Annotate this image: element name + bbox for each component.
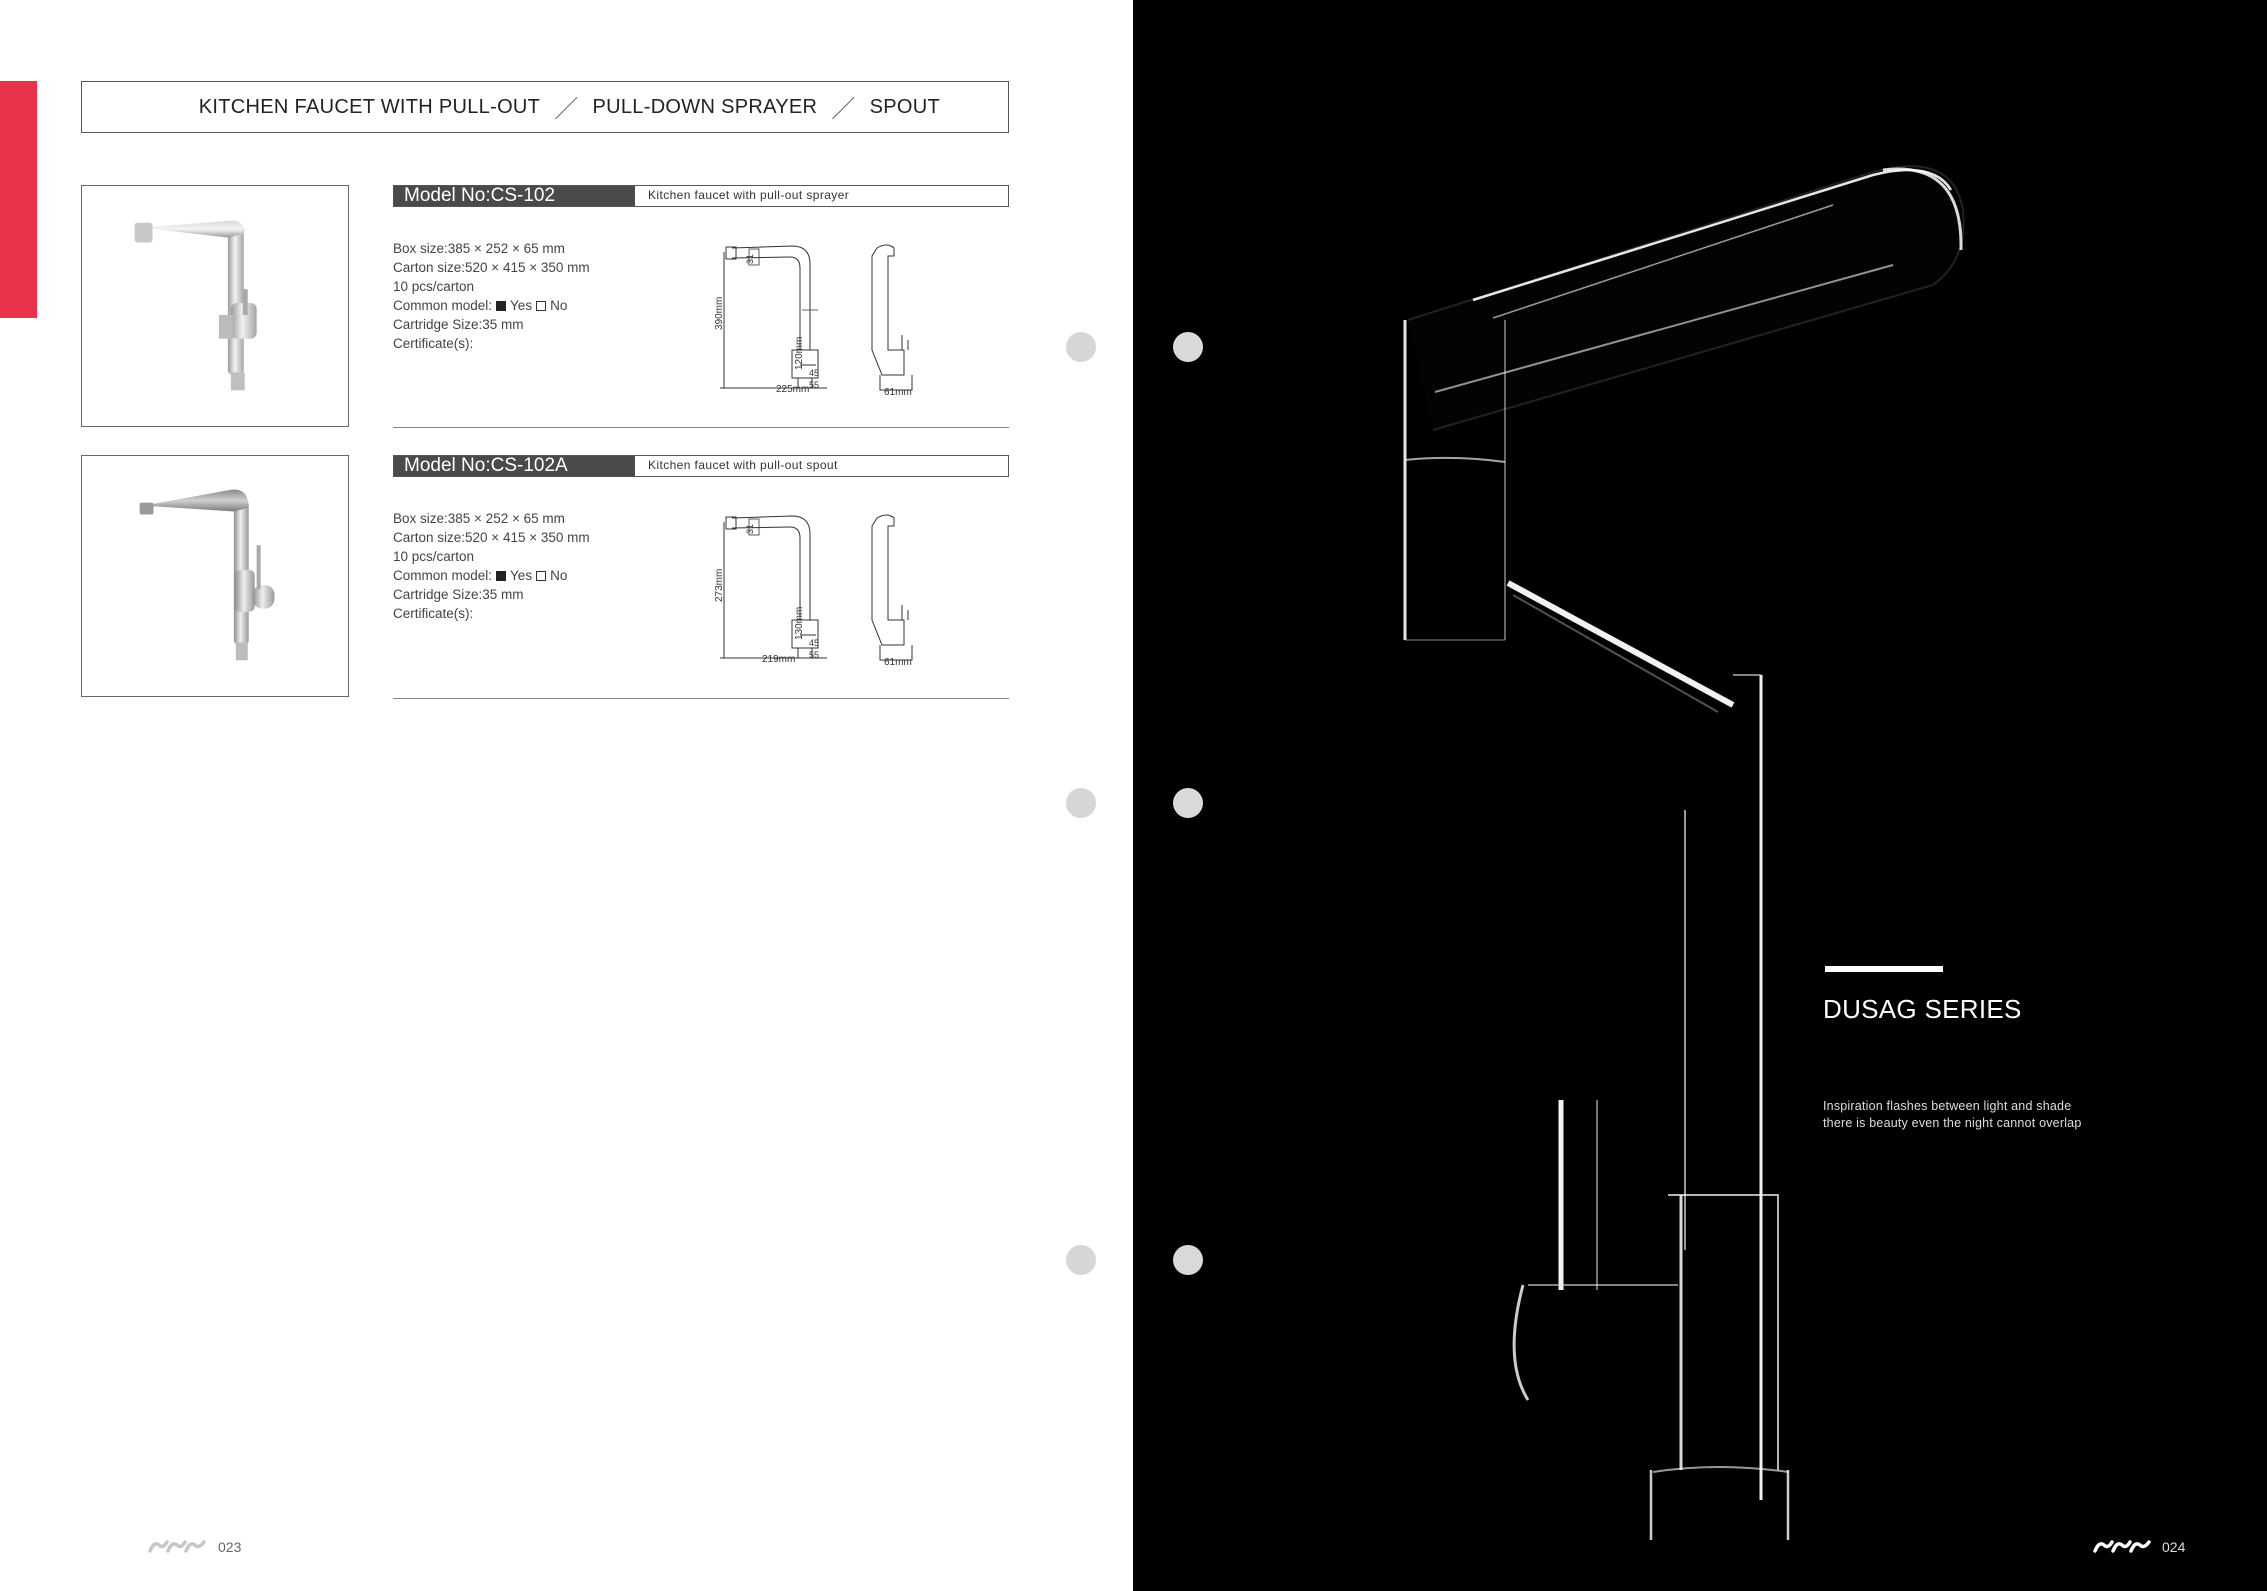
common-model (393, 296, 590, 315)
dim-side: 61mm (884, 387, 912, 398)
series-tagline-line-1: Inspiration flashes between light and shade (1823, 1099, 2072, 1113)
common-model-label: Common model: (393, 298, 493, 313)
box-size: Box size:385 × 252 × 65 mm (393, 511, 565, 526)
header-separator-1: ／ (554, 95, 579, 123)
left-page (0, 0, 1133, 1591)
binder-hole (1173, 1245, 1203, 1275)
checkbox-checked-icon (496, 301, 506, 311)
dim-width: 225mm (776, 384, 810, 395)
series-tagline (1823, 1098, 2081, 1132)
carton-size: Carton size:520 × 415 × 350 mm (393, 530, 590, 545)
product-photo-cs-102 (81, 185, 349, 427)
checkbox-empty-icon (536, 571, 546, 581)
dim-55: 55 (809, 650, 820, 660)
checkbox-empty-icon (536, 301, 546, 311)
brand-logo-icon (2093, 1537, 2151, 1555)
dim-height: 273mm (714, 568, 725, 602)
binder-hole (1066, 788, 1096, 818)
no-label: No (550, 298, 568, 313)
cartridge-size: Cartridge Size:35 mm (393, 317, 524, 332)
specs-cs-102 (393, 239, 590, 353)
section-header (81, 81, 1009, 133)
page-number-left: 023 (218, 1539, 242, 1555)
binder-hole (1173, 788, 1203, 818)
dim-height: 390mm (714, 296, 725, 330)
dim-mid: 120mm (794, 336, 805, 370)
carton-size: Carton size:520 × 415 × 350 mm (393, 260, 590, 275)
series-rule (1825, 966, 1943, 972)
common-model-label: Common model: (393, 568, 493, 583)
brand-logo-icon (148, 1537, 206, 1555)
model-description: Kitchen faucet with pull-out sprayer (648, 188, 850, 202)
dim-mid: 130mm (794, 606, 805, 640)
series-title: DUSAG SERIES (1823, 994, 2022, 1024)
dim-top: 31 (745, 253, 755, 264)
faucet-photo-icon (82, 456, 348, 696)
binder-hole (1173, 332, 1203, 362)
box-size: Box size:385 × 252 × 65 mm (393, 241, 565, 256)
model-bar-cs-102 (393, 185, 1009, 207)
header-part-3: SPOUT (869, 95, 940, 118)
pcs-per-carton: 10 pcs/carton (393, 279, 475, 294)
binder-hole (1066, 1245, 1096, 1275)
binder-hole (1066, 332, 1096, 362)
dim-55: 55 (809, 380, 820, 390)
common-model (393, 566, 590, 585)
series-tagline-line-2: there is beauty even the night cannot overlap (1823, 1116, 2082, 1130)
dim-45: 45 (809, 638, 820, 648)
specs-cs-102a (393, 509, 590, 623)
right-page (1133, 0, 2267, 1591)
dim-top: 31 (745, 523, 755, 534)
yes-label: Yes (510, 568, 533, 583)
header-separator-2: ／ (831, 95, 856, 123)
product-photo-cs-102a (81, 455, 349, 697)
dim-side: 61mm (884, 657, 912, 668)
certificates: Certificate(s): (393, 606, 474, 621)
technical-drawing-cs-102a (712, 510, 927, 668)
model-number: Model No:CS-102A (394, 456, 635, 476)
pcs-per-carton: 10 pcs/carton (393, 549, 475, 564)
product-divider (393, 698, 1009, 699)
model-bar-cs-102a (393, 455, 1009, 477)
technical-drawing-cs-102 (712, 240, 927, 398)
dim-width: 219mm (762, 654, 796, 665)
model-description: Kitchen faucet with pull-out spout (648, 458, 838, 472)
cartridge-size: Cartridge Size:35 mm (393, 587, 524, 602)
yes-label: Yes (510, 298, 533, 313)
accent-bar (0, 81, 37, 318)
header-part-1: KITCHEN FAUCET WITH PULL-OUT (198, 95, 541, 118)
page-number-right: 024 (2162, 1539, 2186, 1555)
certificates: Certificate(s): (393, 336, 474, 351)
product-divider (393, 427, 1009, 428)
faucet-silhouette-icon (1133, 0, 2267, 1591)
dim-45: 45 (809, 368, 820, 378)
header-part-2: PULL-DOWN SPRAYER (592, 95, 818, 118)
checkbox-checked-icon (496, 571, 506, 581)
faucet-photo-icon (82, 186, 348, 426)
no-label: No (550, 568, 568, 583)
model-number: Model No:CS-102 (394, 186, 635, 206)
